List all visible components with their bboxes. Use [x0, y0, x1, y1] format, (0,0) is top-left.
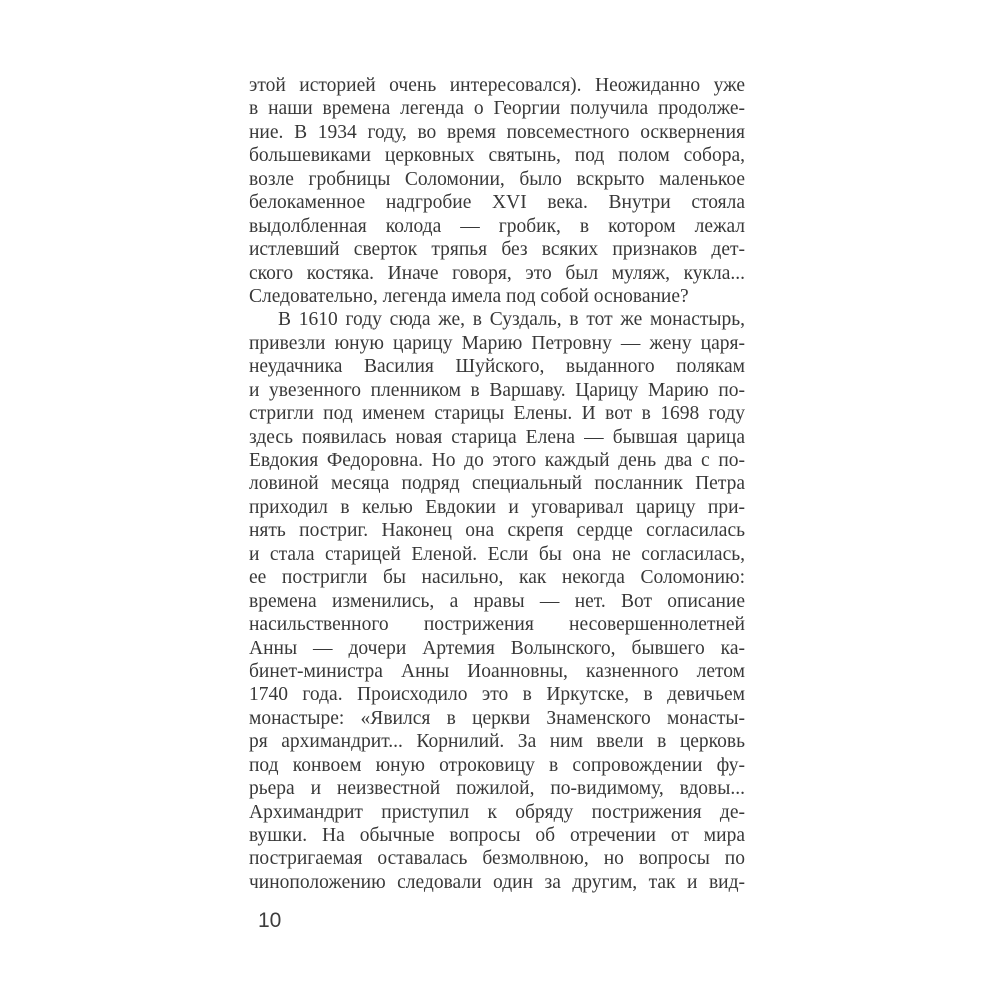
text-line: Следовательно, легенда имела под собой основание? [249, 285, 689, 307]
text-line: постригаемая оставалась безмолвною, но вопросы по [249, 848, 745, 870]
text-line: и стала старицей Еленой. Если бы она не согласилась, [249, 543, 745, 565]
text-line: под конвоем юную отроковицу в сопровождении фу- [249, 754, 745, 776]
text-line: стригли под именем старицы Елены. И вот в 1698 году [249, 403, 745, 425]
text-line: вушки. На обычные вопросы об отречении от мира [249, 825, 745, 846]
text-line: выдолбленная колода — гробик, в котором лежал [249, 215, 745, 237]
text-line: чиноположению следовали один за другим, так и вид- [249, 871, 745, 893]
text-line: белокаменное надгробие XVI века. Внутри стояла [249, 192, 745, 214]
text-line: неудачника Василия Шуйского, выданного полякам [249, 356, 745, 378]
page-number: 10 [258, 909, 282, 932]
text-line: ского костяка. Иначе говоря, это был муляж, кукла... [249, 262, 745, 284]
text-line: ловиной месяца подряд специальный посланник Петра [249, 473, 745, 495]
text-line: бинет-министра Анны Иоанновны, казненного летом [249, 660, 745, 682]
text-line: нять постриг. Наконец она скрепя сердце согласилась [249, 520, 745, 542]
text-line: ее постригли бы насильно, как некогда Соломонию: [249, 567, 745, 589]
text-line: привезли юную царицу Марию Петровну — жену царя- [249, 332, 745, 354]
text-line: возле гробницы Соломонии, было вскрыто маленькое [249, 168, 745, 190]
text-line: времена изменились, а нравы — нет. Вот описание [249, 590, 745, 612]
text-line: насильственного пострижения несовершеннолетней [249, 614, 745, 636]
text-line: истлевший сверток тряпья без всяких признаков дет- [249, 239, 745, 261]
text-line: приходил в келью Евдокии и уговаривал царицу при- [249, 496, 745, 518]
text-line: ние. В 1934 году, во время повсеместного осквернения [249, 121, 745, 143]
text-line: большевиками церковных святынь, под полом собора, [249, 145, 745, 167]
text-line: рьера и неизвестной пожилой, по-видимому, вдовы... [249, 778, 745, 800]
text-line: Архимандрит приступил к обряду пострижения де- [249, 801, 745, 823]
text-line: монастыре: «Явился в церкви Знаменского монасты- [249, 707, 745, 729]
text-line: Анны — дочери Артемия Волынского, бывшего ка- [249, 637, 745, 659]
text-line: и увезенного пленником в Варшаву. Царицу Марию по- [249, 379, 745, 401]
text-line: в наши времена легенда о Георгии получила продолже- [249, 98, 745, 120]
text-line: этой историей очень интересовался). Неожиданно уже [249, 75, 745, 96]
text-line: ря архимандрит... Корнилий. За ним ввели в церковь [249, 731, 745, 753]
text-line: 1740 года. Происходило это в Иркутске, в девичьем [249, 684, 745, 706]
text-line: В 1610 году сюда же, в Суздаль, в тот же монастырь, [278, 309, 745, 331]
text-column [249, 74, 745, 894]
text-line: Евдокия Федоровна. Но до этого каждый день два с по- [249, 450, 745, 471]
text-line: здесь появилась новая старица Елена — бывшая царица [249, 426, 745, 448]
